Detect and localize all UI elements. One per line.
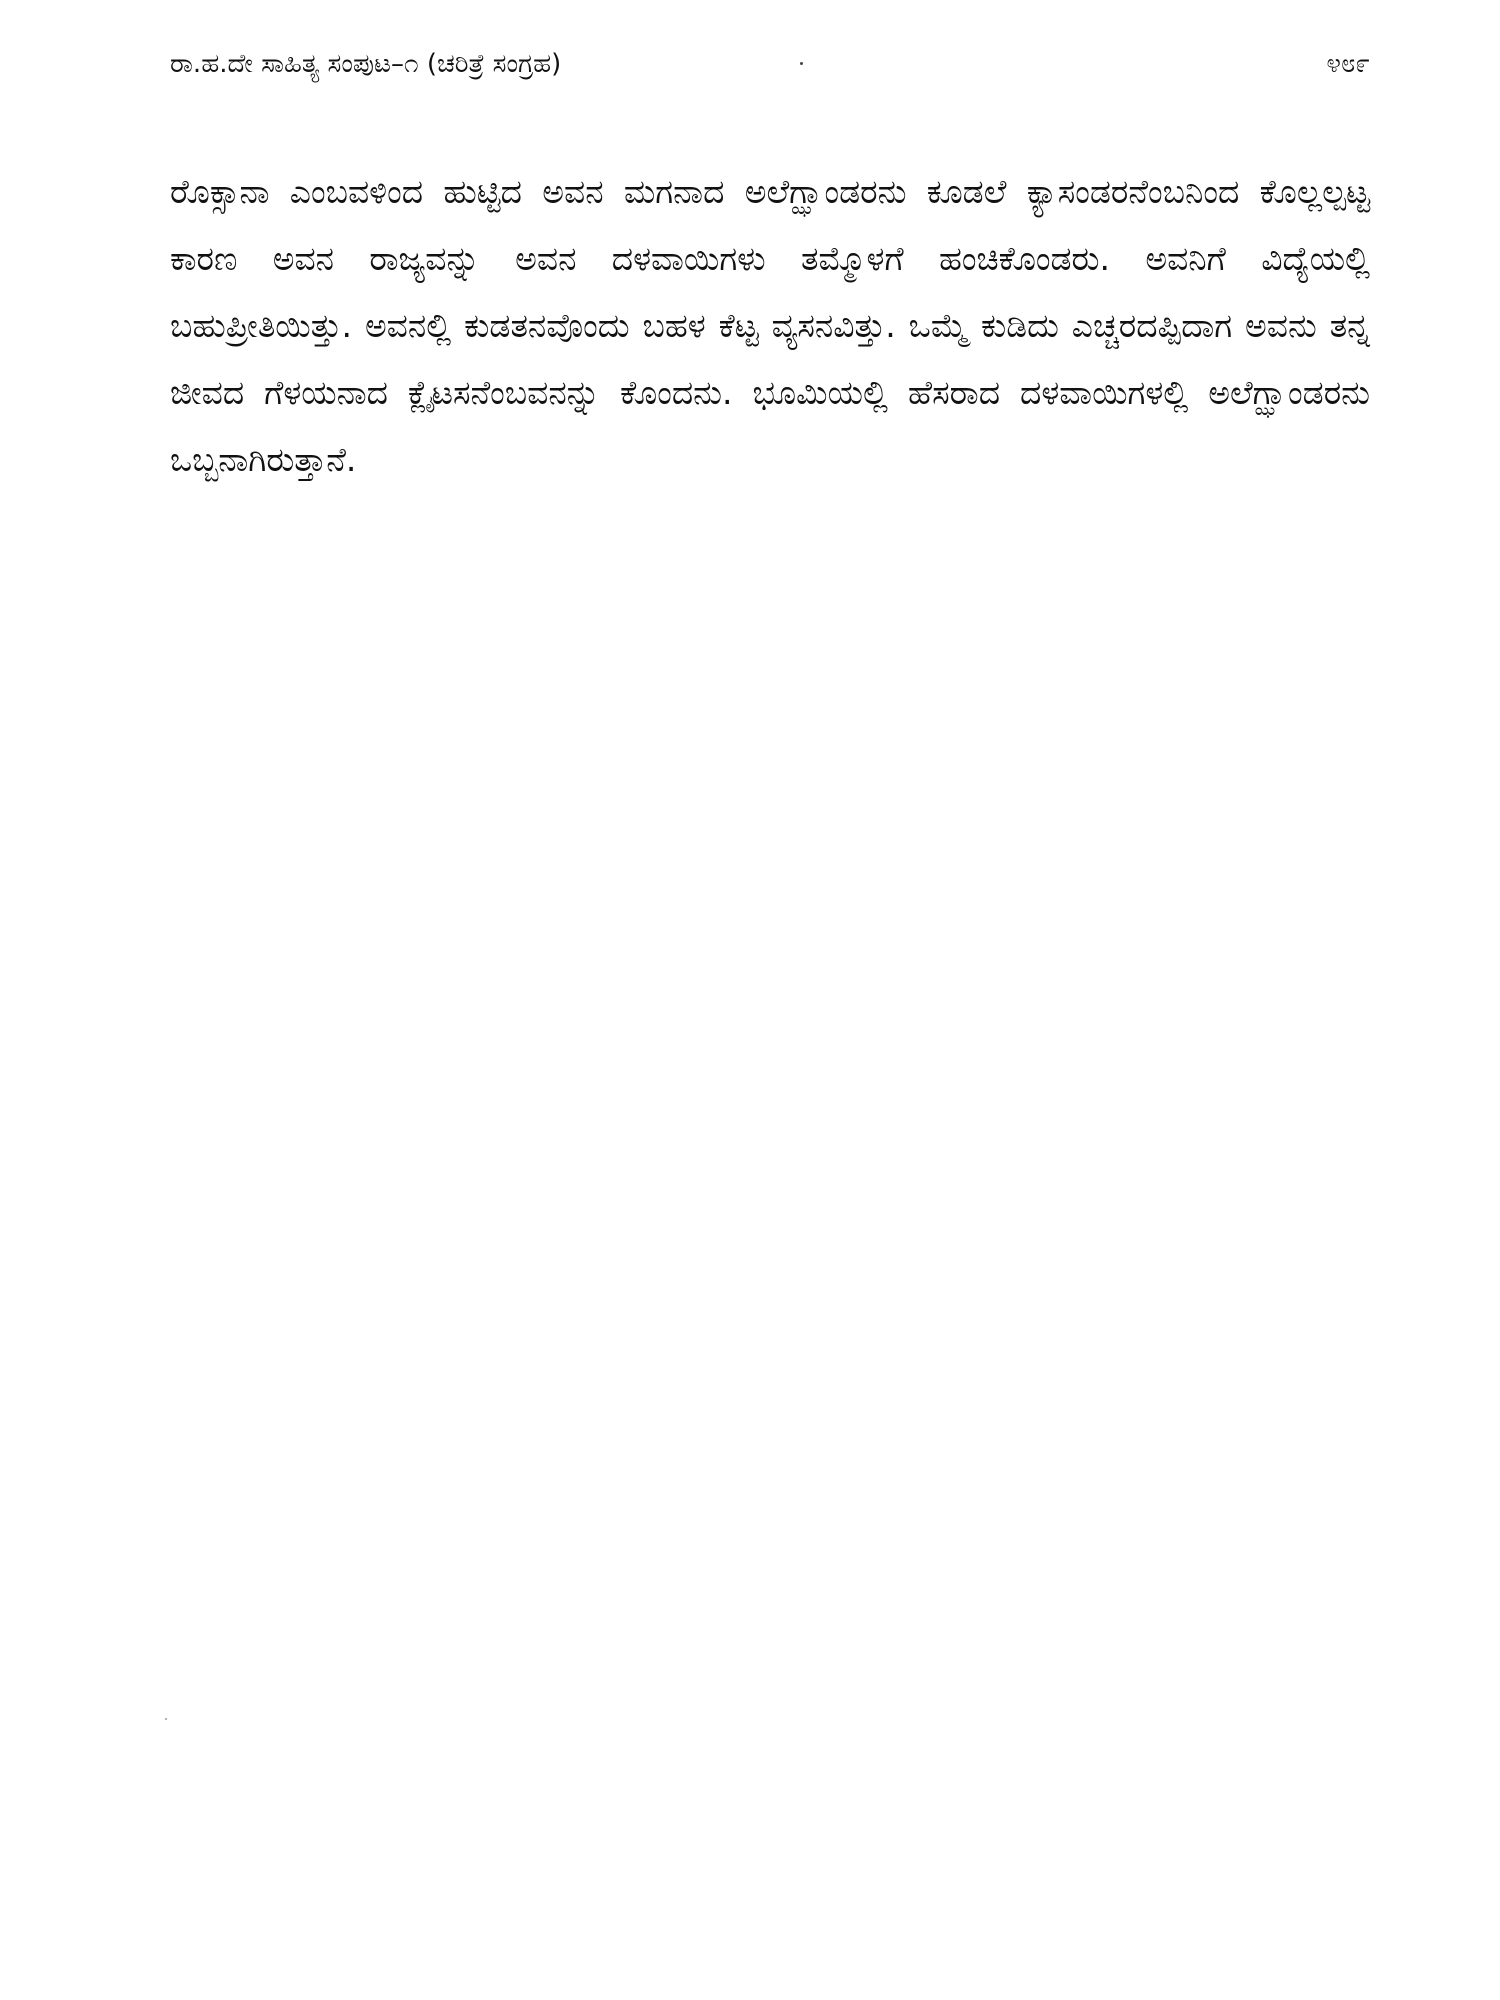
scan-speck bbox=[800, 62, 803, 65]
running-title: ರಾ.ಹ.ದೇ ಸಾಹಿತ್ಯ ಸಂಪುಟ–೧ (ಚರಿತ್ರೆ ಸಂಗ್ರಹ) bbox=[170, 49, 562, 79]
body-paragraph: ರೊಕ್ಸಾನಾ ಎಂಬವಳಿಂದ ಹುಟ್ಟಿದ ಅವನ ಮಗನಾದ ಅಲೆಗ್ಝಾಂಡರನು ಕೂಡಲೆ ಕ್ಯಾಸಂಡರನೆಂಬನಿಂದ ಕೊಲ್ಲಲ್ಪಟ್ಟ ಕಾರಣ ಅವನ ರಾಜ್ಯವನ್ನು ಅವನ ದಳವಾಯಿಗಳು ತಮ್ಮೊಳಗೆ ಹಂಚಿಕೊಂಡರು. ಅವನಿಗೆ ವಿದ್ಯೆಯಲ್ಲಿ ಬಹುಪ್ರೀತಿಯಿತ್ತು. ಅವನಲ್ಲಿ ಕುಡತನವೊಂದು ಬಹಳ ಕೆಟ್ಟ ವ್ಯಸನವಿತ್ತು. ಒಮ್ಮೆ ಕುಡಿದು ಎಚ್ಚರದಪ್ಪಿದಾಗ ಅವನು ತನ್ನ ಜೀವದ ಗೆಳಯನಾದ ಕ್ಲೈಟಸನೆಂಬವನನ್ನು ಕೊಂದನು. ಭೂಮಿಯಲ್ಲಿ ಹೆಸರಾದ ದಳವಾಯಿಗಳಲ್ಲಿ ಅಲೆಗ್ಝಾಂಡರನು ಒಬ್ಬನಾಗಿರುತ್ತಾನೆ. bbox=[170, 172, 1370, 479]
scan-speck bbox=[165, 1718, 167, 1720]
page-number: ೪೮೯ bbox=[1326, 49, 1370, 79]
running-header bbox=[170, 44, 1370, 94]
